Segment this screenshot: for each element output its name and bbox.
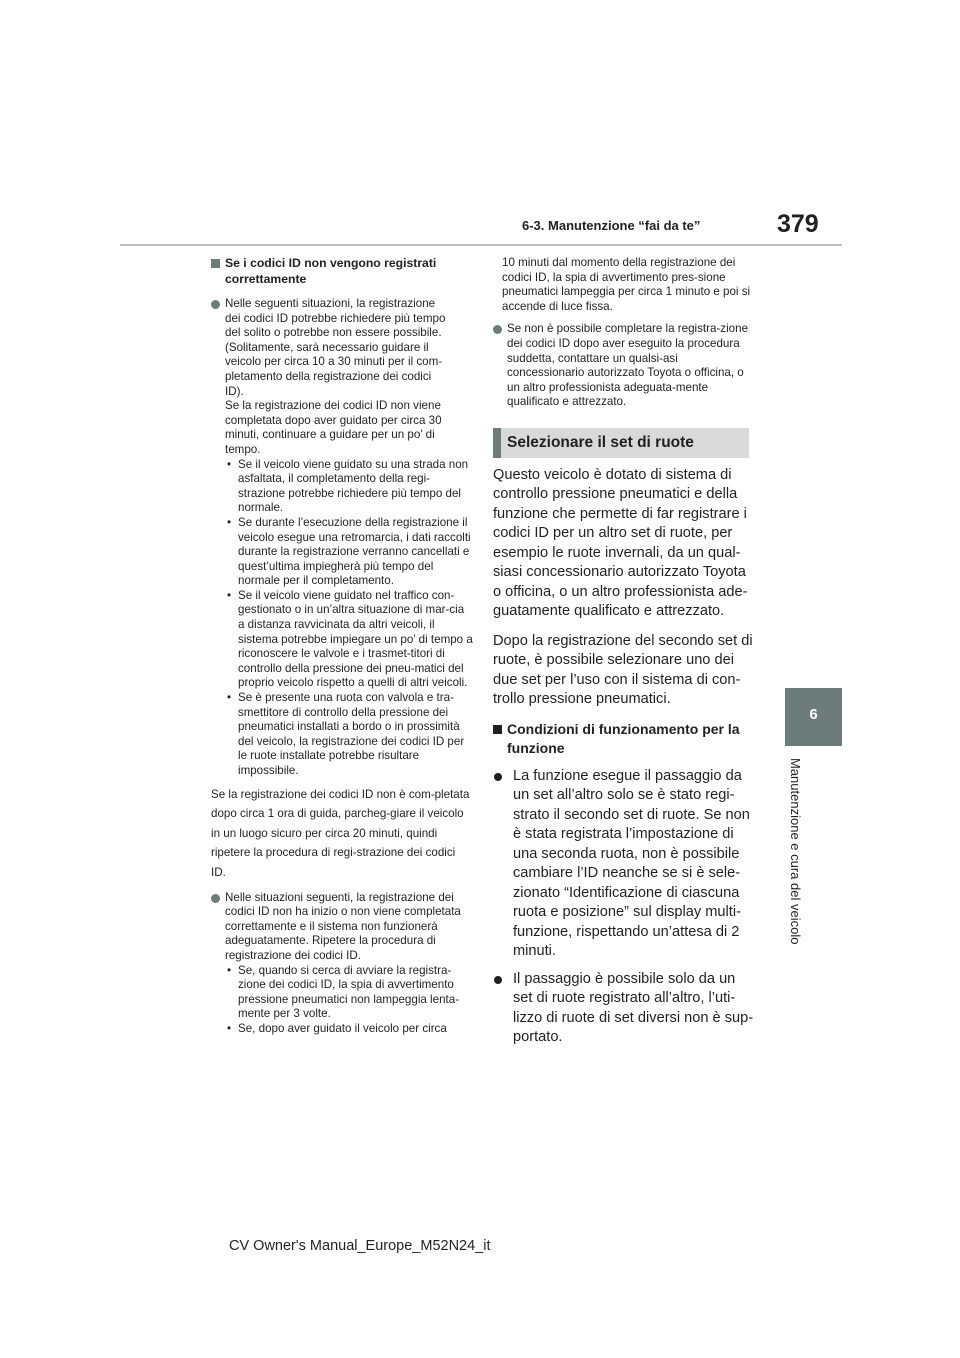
- bullet1-line: tempo.: [225, 442, 261, 456]
- right-paragraph-2: Dopo la registrazione del secondo set di ruote, è possibile selezionare uno dei due set per l’uso con il sistema di con-trollo pressione pneumatici.: [493, 632, 753, 708]
- right-body: [493, 466, 755, 710]
- bullet1-line: minuti, continuare a guidare per un po’ di: [225, 428, 435, 442]
- right-subhead: Condizioni di funzionamento per la funzione: [493, 720, 755, 759]
- right-large-bullet: Il passaggio è possibile solo da un set di ruote registrato all’altro, l’uti-lizzo di ruote di set diversi non è sup-portato.: [493, 970, 755, 1048]
- sub-item: • Se è presente una ruota con valvola e tra-smettitore di controllo della pressione dei pneumatici installati a bordo o in prossimità del veicolo, la registrazione dei codici ID per le ruote installate potrebbe risultare impossibile.: [227, 691, 465, 777]
- bullet1-line: Nelle seguenti situazioni, la registrazione: [225, 297, 436, 310]
- right-paragraph-1: Questo veicolo è dotato di sistema di controllo pressione pneumatici e della funzione che permette di far registrare i codici ID per un altro set di ruote, per esempio le ruote invernali, da un qual-siasi concessionario autorizzato Toyota o officina, o un altro professionista ade-guatamente qualificato e attrezzato.: [493, 466, 748, 620]
- right-bullet: Se non è possibile completare la registra-zione dei codici ID dopo aver eseguito la procedura suddetta, contattare un qualsi-asi concessionario autorizzato Toyota o officina, o un altro professionista adeguata-mente qualificato e attrezzato.: [493, 322, 755, 410]
- circle-bullet-icon: [494, 773, 502, 781]
- sub-item: • Se, quando si cerca di avviare la registra-zione dei codici ID, la spia di avvertimento pressione pneumatici non lampeggia lenta-mente per 3 volte.: [227, 963, 460, 1021]
- chapter-tab[interactable]: 6: [785, 688, 842, 746]
- left-bullet-2: Nelle situazioni seguenti, la registrazione dei codici ID non ha inizio o non viene completata correttamente e il sistema non funzionerà adeguatamente. Ripetere la procedura di registrazione dei codici ID. • Se, quando si cerca di avviare la registra-zione dei codici ID, la spia di avvertimento pressione pneumatici non lampeggia lenta-mente per 3 volte. • Se, dopo aver guidato il veicolo per circa: [211, 891, 473, 1037]
- left-column: [211, 256, 473, 1043]
- page-number: 379: [777, 210, 819, 238]
- right-continuation: 10 minuti dal momento della registrazione dei codici ID, la spia di avvertimento pres-sione pneumatici lampeggia per circa 1 minuto e poi si accende di luce fissa.: [502, 256, 751, 313]
- circle-bullet-icon: [211, 300, 220, 309]
- chapter-label: Manutenzione e cura del veicolo: [788, 758, 803, 945]
- left-paragraph: Se la registrazione dei codici ID non è com-pletata dopo circa 1 ora di guida, parcheg-giare il veicolo in un luogo sicuro per circa 20 minuti, quindi ripetere la procedura di regi-strazione dei codici ID.: [211, 787, 470, 879]
- header-section-title: 6-3. Manutenzione “fai da te”: [522, 218, 701, 233]
- left-bullet-1: [211, 297, 473, 779]
- bullet1-line: Se la registrazione dei codici ID non viene: [225, 399, 441, 413]
- left-subhead: Se i codici ID non vengono registrati correttamente: [211, 256, 473, 287]
- header-rule: [120, 244, 842, 246]
- right-column: [493, 256, 755, 1056]
- circle-bullet-icon: [211, 894, 220, 903]
- square-bullet-icon: [211, 259, 220, 268]
- square-bullet-icon: [493, 725, 502, 734]
- bullet1-line: ID).: [225, 384, 244, 398]
- right-large-bullet: La funzione esegue il passaggio da un set all’altro solo se è stato regi-strato il secondo set di ruote. Se non è stata registrata l’impostazione di una seconda ruota, non è possibile cambiare l’ID neanche se si è sele-zionato “Identificazione di ciascuna ruota e posizione” sul display multi-funzione, rispettando un’attesa di 2 minuti.: [493, 767, 755, 962]
- section-banner: Selezionare il set di ruote: [493, 428, 749, 458]
- sub-item: • Se, dopo aver guidato il veicolo per circa: [227, 1021, 447, 1035]
- bullet1-line: dei codici ID potrebbe richiedere più tempo: [225, 311, 446, 325]
- bullet1-line: veicolo per circa 10 a 30 minuti per il com-: [225, 355, 443, 369]
- bullet1-line: pletamento della registrazione dei codici: [225, 369, 432, 383]
- sub-item: • Se il veicolo viene guidato su una strada non asfaltata, il completamento della regi-strazione potrebbe richiedere più tempo del normale.: [227, 457, 469, 515]
- bullet1-line: (Solitamente, sarà necessario guidare il: [225, 340, 429, 354]
- sub-item: • Se durante l’esecuzione della registrazione il veicolo esegue una retromarcia, i dati raccolti durante la registrazione verranno cancellati e quest’ultima impiegherà più tempo del normale per il completamento.: [227, 515, 471, 588]
- bullet1-line: del solito o potrebbe non essere possibile.: [225, 326, 442, 340]
- sub-item: • Se il veicolo viene guidato nel traffico con-gestionato o in un’altra situazione di mar-cia a distanza ravvicinata da altri veicoli, il sistema potrebbe impiegare un po’ di tempo a riconoscere le valvole e i trasmet-titori di controllo della pressione dei pneu-matici del proprio veicolo rispetto a quelli di altri veicoli.: [227, 588, 473, 690]
- footer-manual-id: CV Owner's Manual_Europe_M52N24_it: [229, 1238, 491, 1254]
- bullet1-line: completata dopo aver guidato per circa 30: [225, 413, 442, 427]
- circle-bullet-icon: [494, 976, 502, 984]
- circle-bullet-icon: [493, 325, 502, 334]
